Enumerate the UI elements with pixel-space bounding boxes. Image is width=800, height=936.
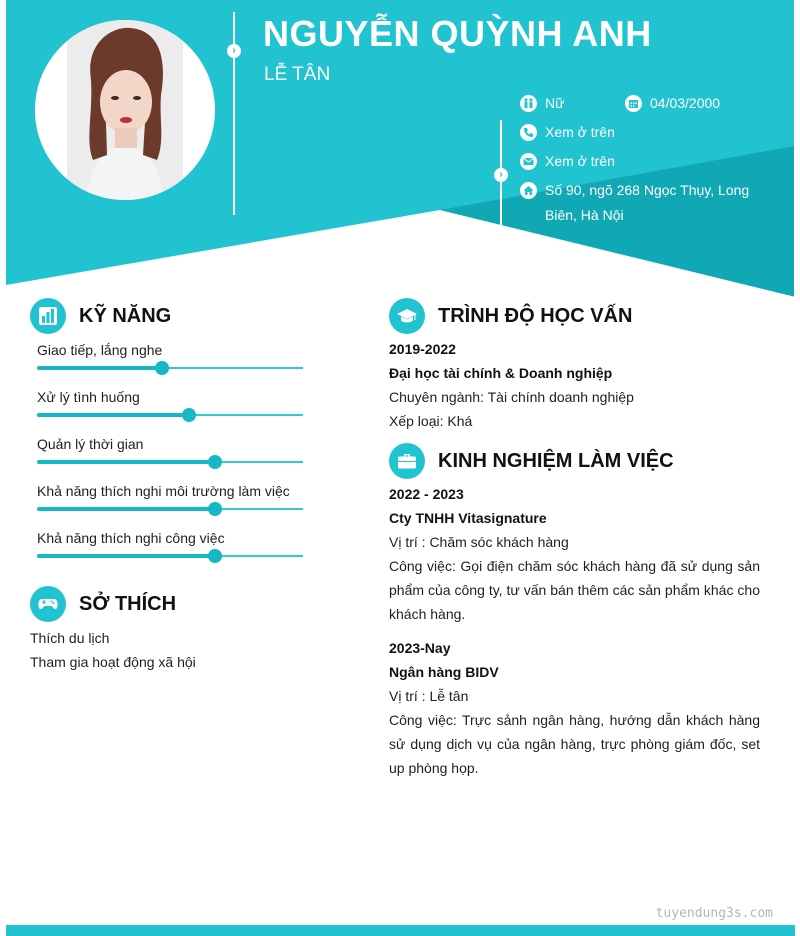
- education-section-header: [389, 298, 632, 334]
- skill-level-bar: [37, 414, 303, 416]
- education-school: Đại học tài chính & Doanh nghiệp: [389, 365, 613, 381]
- skill-label: Khả năng thích nghi công việc: [37, 530, 225, 546]
- profile-photo: [35, 20, 215, 200]
- skill-level-knob: [208, 502, 222, 516]
- skill-label: Giao tiếp, lắng nghe: [37, 342, 163, 358]
- graduation-cap-icon: [389, 298, 425, 334]
- candidate-name: NGUYỄN QUỲNH ANH: [263, 13, 652, 54]
- skill-label: Xử lý tình huống: [37, 389, 140, 405]
- job-description: Công việc: Trực sảnh ngân hàng, hướng dẫn khách hàng sử dụng dịch vụ của ngân hàng, trực phòng giám đốc, set up phòng họp.: [389, 712, 760, 776]
- footer-bar: [6, 925, 795, 936]
- phone-icon: [520, 124, 537, 141]
- skill-level-knob: [208, 455, 222, 469]
- email-icon: [520, 153, 537, 170]
- skill-level-bar: [37, 461, 303, 463]
- job-period: 2022 - 2023: [389, 486, 464, 502]
- experience-section-header: [389, 443, 674, 479]
- birthday-value: 04/03/2000: [650, 95, 721, 111]
- bar-chart-icon: [30, 298, 66, 334]
- hobbies-title: SỞ THÍCH: [79, 592, 177, 615]
- gamepad-icon: [30, 586, 66, 622]
- phone-value: Xem ở trên: [545, 124, 615, 140]
- hobby-item: Thích du lịch: [30, 630, 110, 646]
- job-position: Vị trí : Chăm sóc khách hàng: [389, 534, 569, 550]
- skill-level-bar: [37, 508, 303, 510]
- education-period: 2019-2022: [389, 341, 456, 357]
- skill-level-fill: [37, 460, 215, 464]
- job-title: LỄ TÂN: [264, 64, 331, 85]
- hobby-item: Tham gia hoạt động xã hội: [30, 654, 196, 670]
- job-company: Cty TNHH Vitasignature: [389, 510, 547, 526]
- skill-label: Khả năng thích nghi môi trường làm việc: [37, 483, 290, 499]
- education-grade: Xếp loại: Khá: [389, 413, 473, 429]
- skills-title: KỸ NĂNG: [79, 304, 172, 327]
- contact-phone: [520, 120, 615, 145]
- education-title: TRÌNH ĐỘ HỌC VẤN: [438, 304, 633, 327]
- skill-level-knob: [182, 408, 196, 422]
- experience-title: KINH NGHIỆM LÀM VIỆC: [438, 449, 674, 472]
- skill-level-knob: [208, 549, 222, 563]
- header-divider-line: [233, 12, 235, 215]
- skill-label: Quản lý thời gian: [37, 436, 144, 452]
- skill-item: [37, 388, 303, 416]
- skill-level-fill: [37, 554, 215, 558]
- watermark: tuyendung3s.com: [655, 906, 773, 921]
- skill-item: [37, 529, 303, 557]
- home-icon: [520, 182, 537, 199]
- skill-level-fill: [37, 507, 215, 511]
- gender-value: Nữ: [545, 95, 565, 111]
- calendar-icon: [625, 95, 642, 112]
- address-value: Số 90, ngõ 268 Ngọc Thụy, Long Biên, Hà Nội: [545, 182, 750, 223]
- contact-email: [520, 149, 615, 174]
- skill-level-bar: [37, 555, 303, 557]
- job-company: Ngân hàng BIDV: [389, 664, 499, 680]
- job-position: Vị trí : Lễ tân: [389, 688, 469, 704]
- chevron-right-icon: ›: [494, 168, 508, 182]
- hobbies-section-header: [30, 586, 176, 622]
- email-value: Xem ở trên: [545, 153, 615, 169]
- skill-level-fill: [37, 366, 162, 370]
- skill-item: [37, 341, 303, 369]
- skill-level-fill: [37, 413, 189, 417]
- briefcase-icon: [389, 443, 425, 479]
- chevron-right-icon: ›: [227, 44, 241, 58]
- skill-level-knob: [155, 361, 169, 375]
- job-description: Công việc: Gọi điện chăm sóc khách hàng đã sử dụng sản phẩm của công ty, tư vấn bán thêm các sản phẩm khác cho khách hàng.: [389, 558, 760, 622]
- skills-section-header: [30, 298, 171, 334]
- contact-gender: [520, 91, 564, 116]
- job-period: 2023-Nay: [389, 640, 451, 656]
- skill-item: [37, 482, 303, 510]
- skill-item: [37, 435, 303, 463]
- contact-birthday: [625, 91, 720, 116]
- gender-icon: [520, 95, 537, 112]
- skill-level-bar: [37, 367, 303, 369]
- education-major: Chuyên ngành: Tài chính doanh nghiệp: [389, 389, 634, 405]
- contact-address: [520, 178, 760, 228]
